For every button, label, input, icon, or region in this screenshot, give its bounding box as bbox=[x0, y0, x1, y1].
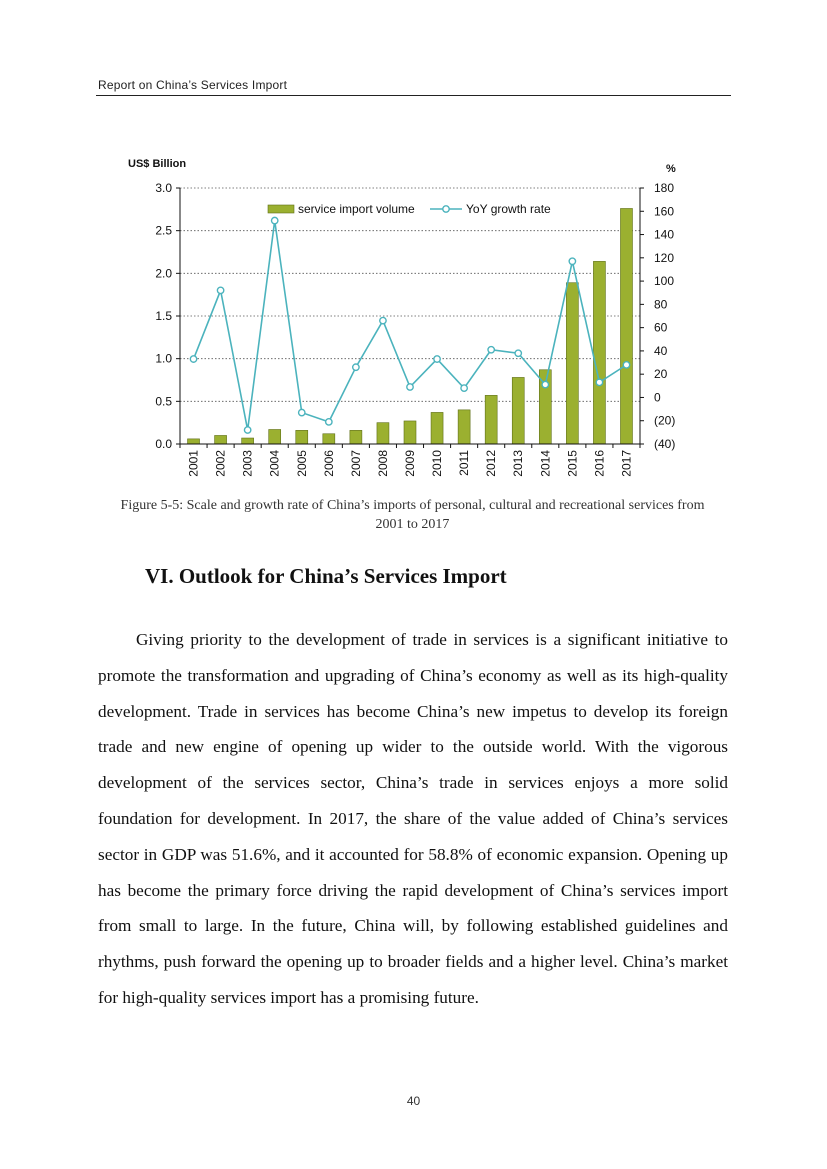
y-right-tick-label: 160 bbox=[654, 204, 675, 219]
x-tick-label-2004: 2004 bbox=[267, 450, 282, 477]
y-right-tick-label: 0 bbox=[654, 390, 661, 405]
bar-2003 bbox=[242, 438, 254, 444]
growth-point-2008 bbox=[380, 317, 386, 323]
legend-line-label: YoY growth rate bbox=[466, 202, 551, 216]
growth-point-2011 bbox=[461, 385, 467, 391]
y-right-tick-label: (40) bbox=[654, 437, 676, 451]
bar-2009 bbox=[404, 421, 416, 444]
legend-bar-label: service import volume bbox=[298, 202, 415, 216]
bar-2013 bbox=[512, 377, 524, 444]
y-left-tick-label: 2.5 bbox=[155, 223, 172, 238]
bar-2015 bbox=[566, 283, 578, 444]
growth-point-2007 bbox=[353, 364, 359, 370]
growth-point-2006 bbox=[326, 419, 332, 425]
y-left-tick-label: 3.0 bbox=[155, 181, 172, 195]
y-left-tick-label: 1.0 bbox=[155, 351, 172, 366]
growth-point-2009 bbox=[407, 384, 413, 390]
x-tick-label-2014: 2014 bbox=[538, 450, 553, 477]
x-tick-label-2005: 2005 bbox=[294, 450, 309, 477]
growth-point-2010 bbox=[434, 356, 440, 362]
y-right-tick-label: 20 bbox=[654, 367, 668, 382]
growth-point-2015 bbox=[569, 258, 575, 264]
bar-2010 bbox=[431, 412, 443, 444]
growth-point-2003 bbox=[244, 427, 250, 433]
y-left-tick-label: 1.5 bbox=[155, 309, 172, 323]
bar-2001 bbox=[188, 439, 200, 444]
x-tick-label-2001: 2001 bbox=[186, 450, 201, 477]
header-rule bbox=[96, 95, 731, 96]
growth-point-2014 bbox=[542, 381, 548, 387]
bar-2017 bbox=[620, 208, 632, 444]
y-right-tick-label: 140 bbox=[654, 227, 675, 242]
y-right-axis-title: % bbox=[666, 163, 676, 175]
bar-2004 bbox=[269, 429, 281, 444]
x-tick-label-2003: 2003 bbox=[240, 450, 255, 477]
growth-point-2016 bbox=[596, 379, 602, 385]
bar-2011 bbox=[458, 410, 470, 444]
x-tick-label-2017: 2017 bbox=[619, 450, 634, 477]
x-tick-label-2007: 2007 bbox=[348, 450, 363, 477]
y-right-tick-label: (20) bbox=[654, 413, 676, 428]
x-tick-label-2016: 2016 bbox=[592, 449, 607, 477]
y-left-tick-label: 0.5 bbox=[155, 394, 172, 409]
y-left-tick-label: 2.0 bbox=[155, 266, 172, 281]
growth-point-2001 bbox=[190, 356, 196, 362]
growth-point-2017 bbox=[623, 362, 629, 368]
figure-chart bbox=[110, 150, 676, 490]
x-tick-label-2010: 2010 bbox=[430, 450, 445, 477]
growth-point-2005 bbox=[299, 409, 305, 415]
x-tick-label-2013: 2013 bbox=[511, 450, 526, 477]
section-heading: VI. Outlook for China’s Services Import bbox=[145, 564, 507, 588]
growth-rate-line bbox=[194, 221, 627, 430]
bar-2005 bbox=[296, 430, 308, 444]
growth-point-2012 bbox=[488, 347, 494, 353]
body-paragraph: Giving priority to the development of trade in services is a significant initiative to promote the transformation and upgrading of China’s economy as well as its high-quality development. Trade in services has become China’s new impetus to develop its foreign trade and new engine of opening up wider to the outside world. With the vigorous development of the services sector, China’s trade in services enjoys a more solid foundation for development. In 2017, the share of the value added of China’s services sector in GDP was 51.6%, and it accounted for 58.8% of economic expansion. Opening up has become the primary force driving the rapid development of China’s services import from small to large. In the future, China will, by following established guidelines and rhythms, push forward the opening up to broader fields and a higher level. China’s market for high-quality services import has a promising future. bbox=[98, 630, 728, 1007]
bar-2012 bbox=[485, 395, 497, 444]
y-right-tick-label: 180 bbox=[654, 181, 675, 195]
page-number: 40 bbox=[406, 1094, 421, 1108]
legend-line-marker bbox=[443, 206, 449, 212]
x-tick-label-2011: 2011 bbox=[457, 450, 472, 476]
x-tick-label-2008: 2008 bbox=[375, 450, 390, 477]
growth-point-2002 bbox=[217, 287, 223, 293]
y-right-tick-label: 80 bbox=[654, 297, 668, 312]
x-tick-label-2009: 2009 bbox=[403, 450, 417, 477]
bar-2008 bbox=[377, 423, 389, 444]
y-right-tick-label: 60 bbox=[654, 320, 668, 335]
growth-point-2004 bbox=[272, 217, 278, 223]
figure-caption: Figure 5-5: Scale and growth rate of China’s imports of personal, cultural and recreational services from 2001 to 2017 bbox=[120, 498, 705, 532]
x-tick-label-2012: 2012 bbox=[484, 450, 499, 477]
y-right-tick-label: 100 bbox=[654, 274, 675, 289]
x-tick-label-2006: 2006 bbox=[321, 450, 336, 477]
y-right-tick-label: 120 bbox=[654, 250, 675, 265]
growth-point-2013 bbox=[515, 350, 521, 356]
bar-2007 bbox=[350, 430, 362, 444]
y-left-tick-label: 0.0 bbox=[155, 437, 172, 451]
legend-bar-swatch bbox=[268, 205, 294, 213]
x-tick-label-2015: 2015 bbox=[565, 450, 580, 477]
bar-2006 bbox=[323, 434, 335, 444]
y-left-axis-title: US$ Billion bbox=[128, 158, 187, 170]
bar-2016 bbox=[593, 261, 605, 444]
running-header: Report on China’s Services Import bbox=[98, 78, 288, 92]
bar-2002 bbox=[215, 435, 227, 444]
y-right-tick-label: 40 bbox=[654, 343, 668, 358]
x-tick-label-2002: 2002 bbox=[213, 450, 228, 477]
